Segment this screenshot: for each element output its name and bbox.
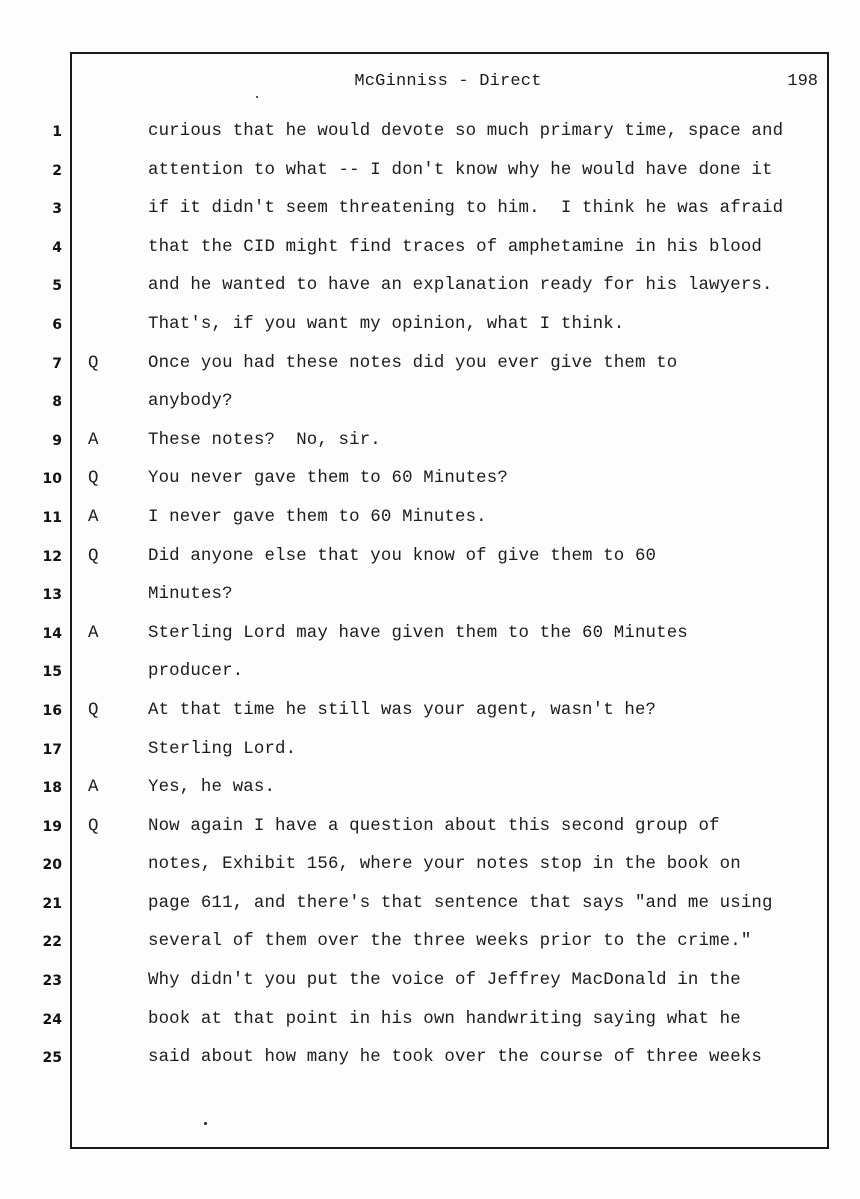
transcript-line xyxy=(88,422,818,461)
line-text: Did anyone else that you know of give them to 60 xyxy=(148,546,657,566)
line-number: 8 xyxy=(52,394,62,411)
line-text: Minutes? xyxy=(148,585,233,605)
transcript-line xyxy=(88,615,818,654)
line-text: anybody? xyxy=(148,392,233,412)
transcript-line xyxy=(88,769,818,808)
line-number: 23 xyxy=(42,973,62,990)
speaker-label: A xyxy=(88,430,99,450)
line-text: if it didn't seem threatening to him. I think he was afraid xyxy=(148,199,784,219)
transcript-line xyxy=(88,499,818,538)
transcript-line xyxy=(88,460,818,499)
line-text: Why didn't you put the voice of Jeffrey MacDonald in the xyxy=(148,971,741,991)
line-number: 25 xyxy=(42,1050,62,1067)
line-text: book at that point in his own handwriting saying what he xyxy=(148,1009,741,1029)
transcript-line xyxy=(88,731,818,770)
transcript-line xyxy=(88,538,818,577)
line-text: page 611, and there's that sentence that says "and me using xyxy=(148,893,773,913)
line-text: That's, if you want my opinion, what I think. xyxy=(148,314,625,334)
transcript-line xyxy=(88,692,818,731)
transcript-line xyxy=(88,306,818,345)
line-number: 5 xyxy=(52,278,62,295)
line-number: 11 xyxy=(42,509,62,526)
line-text: Yes, he was. xyxy=(148,778,276,798)
transcript-line xyxy=(88,653,818,692)
page-number: 198 xyxy=(787,72,818,91)
line-text: said about how many he took over the course of three weeks xyxy=(148,1048,762,1068)
line-number: 10 xyxy=(42,471,62,488)
transcript-body xyxy=(88,113,818,1078)
line-number: 16 xyxy=(42,702,62,719)
line-text: You never gave them to 60 Minutes? xyxy=(148,469,508,489)
line-text: I never gave them to 60 Minutes. xyxy=(148,507,487,527)
line-number: 13 xyxy=(42,587,62,604)
line-number: 15 xyxy=(42,664,62,681)
speaker-label: A xyxy=(88,778,99,798)
line-number: 17 xyxy=(42,741,62,758)
speaker-label: A xyxy=(88,623,99,643)
transcript-line xyxy=(88,808,818,847)
transcript-line xyxy=(88,846,818,885)
transcript-line xyxy=(88,923,818,962)
line-number: 14 xyxy=(42,625,62,642)
speaker-label: Q xyxy=(88,700,99,720)
line-number: 20 xyxy=(42,857,62,874)
line-number-column xyxy=(20,113,62,1078)
witness-examination-title: McGinniss - Direct xyxy=(354,72,542,91)
transcript-line xyxy=(88,113,818,152)
line-number: 18 xyxy=(42,780,62,797)
line-number: 2 xyxy=(52,162,62,179)
speaker-label: Q xyxy=(88,816,99,836)
transcript-line xyxy=(88,229,818,268)
line-number: 1 xyxy=(52,124,62,140)
line-text: attention to what -- I don't know why he would have done it xyxy=(148,160,773,180)
line-number: 4 xyxy=(52,239,62,256)
line-text: curious that he would devote so much primary time, space and xyxy=(148,122,784,141)
line-number: 3 xyxy=(52,201,62,218)
scan-speck xyxy=(256,96,258,98)
speaker-label: Q xyxy=(88,469,99,489)
line-text: Sterling Lord may have given them to the 60 Minutes xyxy=(148,623,688,643)
line-number: 6 xyxy=(52,316,62,333)
transcript-line xyxy=(88,383,818,422)
transcript-line xyxy=(88,152,818,191)
line-number: 24 xyxy=(42,1011,62,1028)
line-text: Once you had these notes did you ever give them to xyxy=(148,353,678,373)
line-text: producer. xyxy=(148,662,244,682)
transcript-line xyxy=(88,576,818,615)
line-text: At that time he still was your agent, wasn't he? xyxy=(148,700,657,720)
line-text: Sterling Lord. xyxy=(148,739,297,759)
line-number: 21 xyxy=(42,895,62,912)
speaker-label: A xyxy=(88,507,99,527)
page-header xyxy=(0,72,860,91)
line-text: several of them over the three weeks prior to the crime." xyxy=(148,932,752,952)
line-number: 7 xyxy=(52,355,62,372)
line-text: notes, Exhibit 156, where your notes stop in the book on xyxy=(148,855,741,875)
line-number: 9 xyxy=(52,432,62,449)
transcript-line xyxy=(88,267,818,306)
line-text: Now again I have a question about this second group of xyxy=(148,816,720,836)
transcript-line xyxy=(88,1001,818,1040)
line-text: and he wanted to have an explanation ready for his lawyers. xyxy=(148,276,773,296)
transcript-line xyxy=(88,885,818,924)
scan-speck xyxy=(204,1122,207,1125)
line-number: 12 xyxy=(42,548,62,565)
speaker-label: Q xyxy=(88,353,99,373)
line-text: that the CID might find traces of amphetamine in his blood xyxy=(148,237,762,257)
transcript-line xyxy=(88,190,818,229)
line-number: 19 xyxy=(42,818,62,835)
speaker-label: Q xyxy=(88,546,99,566)
line-text: These notes? No, sir. xyxy=(148,430,381,450)
transcript-line xyxy=(88,345,818,384)
line-number: 22 xyxy=(42,934,62,951)
transcript-line xyxy=(88,962,818,1001)
transcript-line xyxy=(88,1039,818,1078)
